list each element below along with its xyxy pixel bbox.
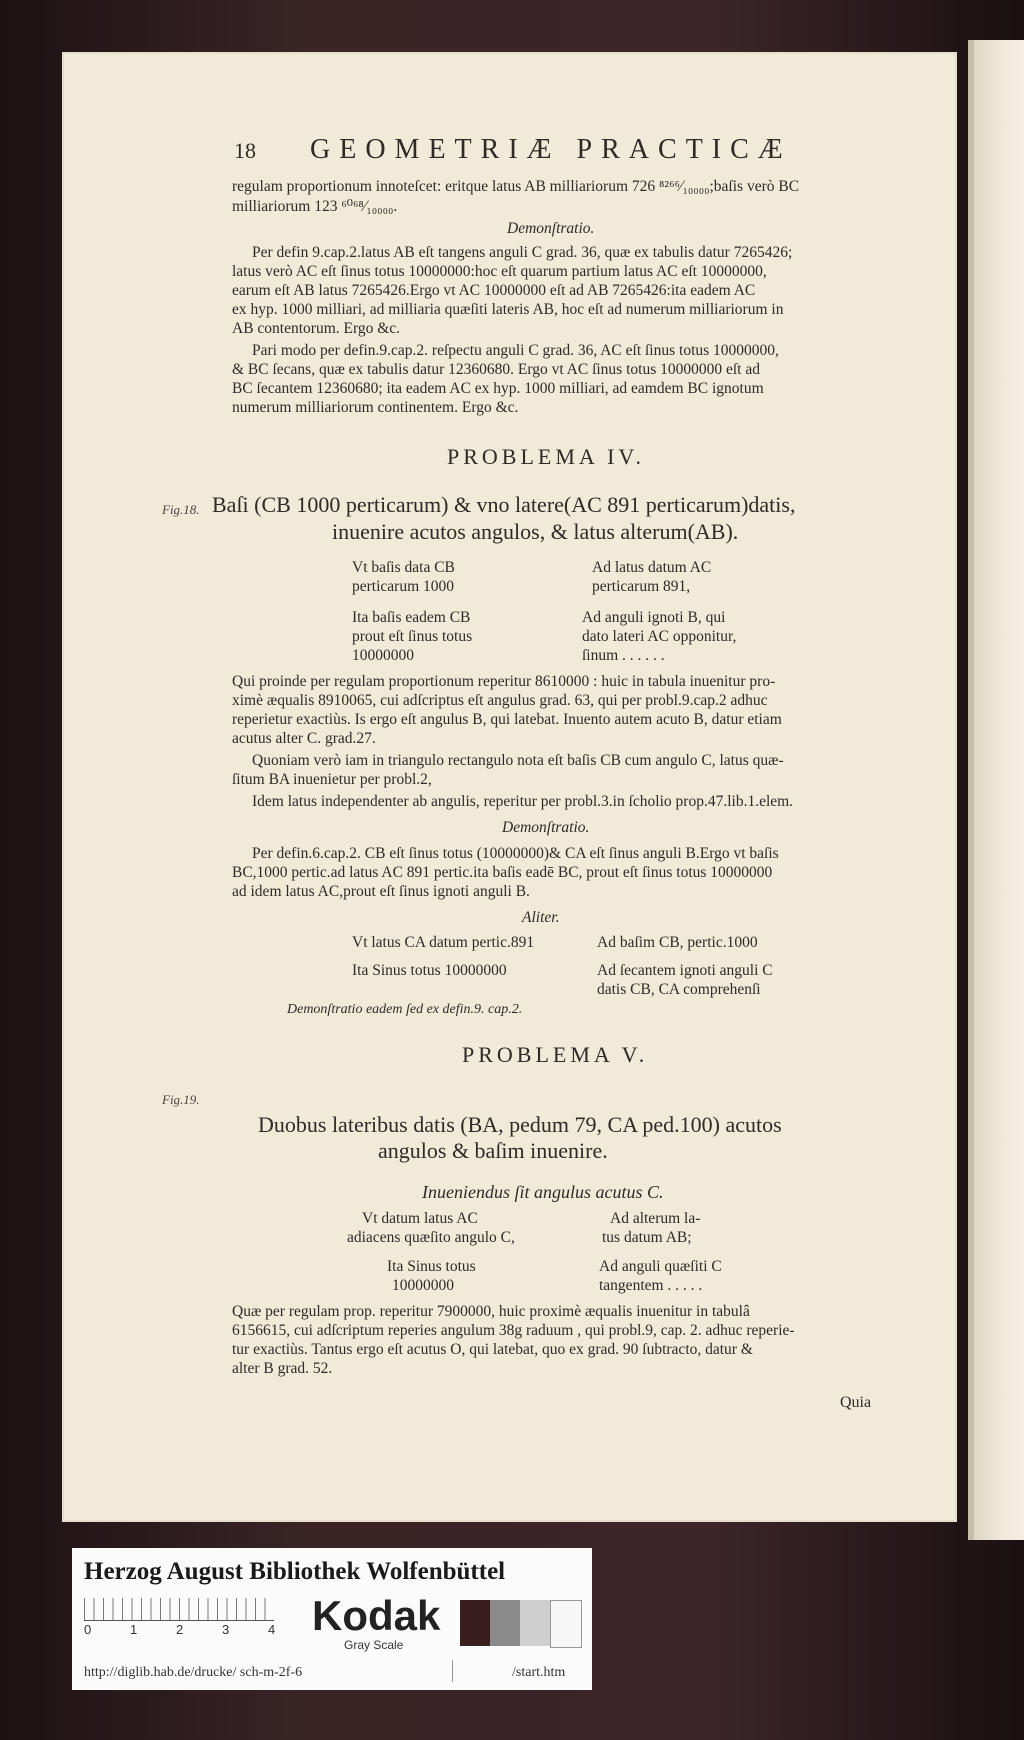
aliter-term: datis CB, CA comprehenſi	[597, 981, 761, 998]
ruler-number: 4	[268, 1622, 276, 1637]
demo1b-line: Pari modo per defin.9.cap.2. reſpectu anguli C grad. 36, AC eſt ſinus totus 10000000,	[252, 342, 779, 359]
problem-4-statement: Baſi (CB 1000 perticarum) & vno latere(AC 891 perticarum)datis,	[212, 492, 796, 517]
proportion-term: dato lateri AC opponitur,	[582, 628, 737, 645]
prob4-body-line: reperietur exactiùs. Is ergo eſt angulus B, qui latebat. Inuento autem acuto B, datur etiam	[232, 711, 782, 728]
proportion-term: tus datum AB;	[602, 1229, 692, 1246]
proportion-term: Vt datum latus AC	[362, 1210, 478, 1227]
proportion-term: Ad anguli ignoti B, qui	[582, 609, 726, 626]
prob5-body-line: alter B grad. 52.	[232, 1360, 333, 1377]
gray-scale-label: Gray Scale	[344, 1638, 404, 1652]
prob5-body-line: 6156615, cui adſcriptum reperies angulum 38g raduum , qui probl.9, cap. 2. adhuc reperie-	[232, 1322, 795, 1339]
demo1-line: latus verò AC eſt ſinus totus 10000000:hoc eſt quarum partium latus AC eſt 10000000,	[232, 263, 767, 280]
demo1b-line: BC ſecantem 12360680; ita eadem AC ex hyp. 1000 milliari, ad eamdem BC ignotum	[232, 380, 764, 397]
ruler-number: 2	[176, 1622, 184, 1637]
proportion-term: Ad alterum la-	[610, 1210, 701, 1227]
problem-5-subheading: Inueniendus ſit angulus acutus C.	[422, 1182, 664, 1202]
demo1b-line: numerum milliariorum continentem. Ergo &c.	[232, 399, 519, 416]
library-name: Herzog August Bibliothek Wolfenbüttel	[84, 1558, 506, 1585]
running-title: GEOMETRIÆ PRACTICÆ	[310, 134, 792, 165]
source-url-end: /start.htm	[512, 1665, 566, 1680]
proportion-term: Vt baſis data CB	[352, 559, 455, 576]
aliter-term: Ad baſim CB, pertic.1000	[597, 934, 758, 951]
problem-4-statement: inuenire acutos angulos, & latus alterum(AB).	[332, 519, 739, 544]
kodak-logo: Kodak	[312, 1592, 441, 1639]
aliter-term: Ad ſecantem ignoti anguli C	[597, 962, 773, 979]
figure-ref-18: Fig.18.	[162, 502, 200, 517]
swatch-light	[520, 1600, 550, 1646]
intro-line-2: milliariorum 123 ⁶⁰⁶⁸⁄₁₀₀₀₀.	[232, 198, 398, 215]
proportion-term: tangentem . . . . .	[599, 1277, 703, 1294]
demo2-line: Per defin.6.cap.2. CB eſt ſinus totus (10000000)& CA eſt ſinus anguli B.Ergo vt baſis	[252, 845, 779, 862]
demo1-line: earum eſt AB latus 7265426.Ergo vt AC 10000000 eſt ad AB 7265426:ita eadem AC	[232, 282, 756, 299]
aliter-heading: Aliter.	[522, 909, 560, 926]
source-url: http://diglib.hab.de/drucke/ sch-m-2f-6	[84, 1665, 303, 1680]
proportion-term: perticarum 1000	[352, 578, 455, 595]
demo1-line: AB contentorum. Ergo &c.	[232, 320, 401, 337]
ruler-number: 0	[84, 1622, 92, 1637]
prob4-body-line: Qui proinde per regulam proportionum reperitur 8610000 : huic in tabula inuenitur pro-	[232, 673, 776, 690]
prob4-body-line: Idem latus independenter ab angulis, reperitur per probl.3.in ſcholio prop.47.lib.1.elem.	[252, 793, 794, 810]
problem-5-statement: angulos & baſim inuenire.	[378, 1138, 608, 1163]
proportion-term: prout eſt ſinus totus	[352, 628, 473, 645]
demonstration-1-title: Demonſtratio.	[507, 220, 595, 237]
problem-4-heading: PROBLEMA IV.	[447, 444, 645, 469]
aliter-term: Vt latus CA datum pertic.891	[352, 934, 535, 951]
proportion-term: adiacens quæſito angulo C,	[347, 1229, 515, 1246]
swatch-dark	[460, 1600, 490, 1646]
catchword: Quia	[840, 1394, 872, 1411]
proportion-term: ſinum . . . . . .	[582, 647, 665, 664]
proportion-term: Ita baſis eadem CB	[352, 609, 471, 626]
problem-5-heading: PROBLEMA V.	[462, 1042, 649, 1067]
prob4-body-line: acutus alter C. grad.27.	[232, 730, 376, 747]
aliter-demonstration: Demonſtratio eadem ſed ex defin.9. cap.2.	[287, 1002, 523, 1017]
demo1b-line: & BC ſecans, quæ ex tabulis datur 12360680. Ergo vt AC ſinus totus 10000000 eſt ad	[232, 361, 760, 378]
prob4-body-line: Quoniam verò iam in triangulo rectangulo nota eſt baſis CB cum angulo C, latus quæ-	[252, 752, 784, 769]
ruler-number: 1	[130, 1622, 138, 1637]
problem-5-statement: Duobus lateribus datis (BA, pedum 79, CA ped.100) acutos	[258, 1112, 782, 1137]
proportion-term: 10000000	[392, 1277, 454, 1294]
proportion-term: 10000000	[352, 647, 414, 664]
demo2-line: BC,1000 pertic.ad latus AC 891 pertic.ita baſis eadē BC, prout eſt ſinus totus 10000000	[232, 864, 773, 881]
book-page	[62, 52, 957, 1522]
prob4-body-line: ximè æqualis 8910065, cui adſcriptus eſt angulus grad. 63, qui per probl.9.cap.2 adhuc	[232, 692, 768, 709]
demonstration-2-title: Demonſtratio.	[502, 819, 590, 836]
demo2-line: ad idem latus AC,prout eſt ſinus ignoti anguli B.	[232, 883, 530, 900]
prob5-body-line: tur exactiùs. Tantus ergo eſt acutus O, qui latebat, quo ex grad. 90 ſubtracto, datur &	[232, 1341, 753, 1358]
proportion-term: Ad anguli quæſiti C	[599, 1258, 722, 1275]
ruler-number: 3	[222, 1622, 230, 1637]
scale-ruler	[84, 1598, 274, 1621]
prob4-body-line: ſitum BA inuenietur per probl.2,	[232, 771, 432, 788]
figure-ref-19: Fig.19.	[162, 1092, 200, 1107]
demo1-line: Per defin 9.cap.2.latus AB eſt tangens anguli C grad. 36, quæ ex tabulis datur 7265426;	[252, 244, 793, 261]
swatch-mid	[490, 1600, 520, 1646]
page-number: 18	[234, 138, 256, 163]
intro-line-1: regulam proportionum innoteſcet: eritque latus AB milliariorum 726 ⁸²⁶⁶⁄₁₀₀₀₀;baſis verò BC	[232, 178, 800, 195]
proportion-term: Ad latus datum AC	[592, 559, 712, 576]
proportion-term: perticarum 891,	[592, 578, 691, 595]
color-target-card	[72, 1548, 592, 1690]
swatch-white	[550, 1600, 582, 1648]
adjacent-page-edge	[968, 40, 1024, 1540]
prob5-body-line: Quæ per regulam prop. reperitur 7900000, huic proximè æqualis inuenitur in tabulâ	[232, 1303, 750, 1320]
aliter-term: Ita Sinus totus 10000000	[352, 962, 507, 979]
demo1-line: ex hyp. 1000 milliari, ad milliaria quæſiti lateris AB, hoc eſt ad numerum milliariorum in	[232, 301, 784, 318]
proportion-term: Ita Sinus totus	[387, 1258, 476, 1275]
url-divider	[452, 1660, 453, 1682]
